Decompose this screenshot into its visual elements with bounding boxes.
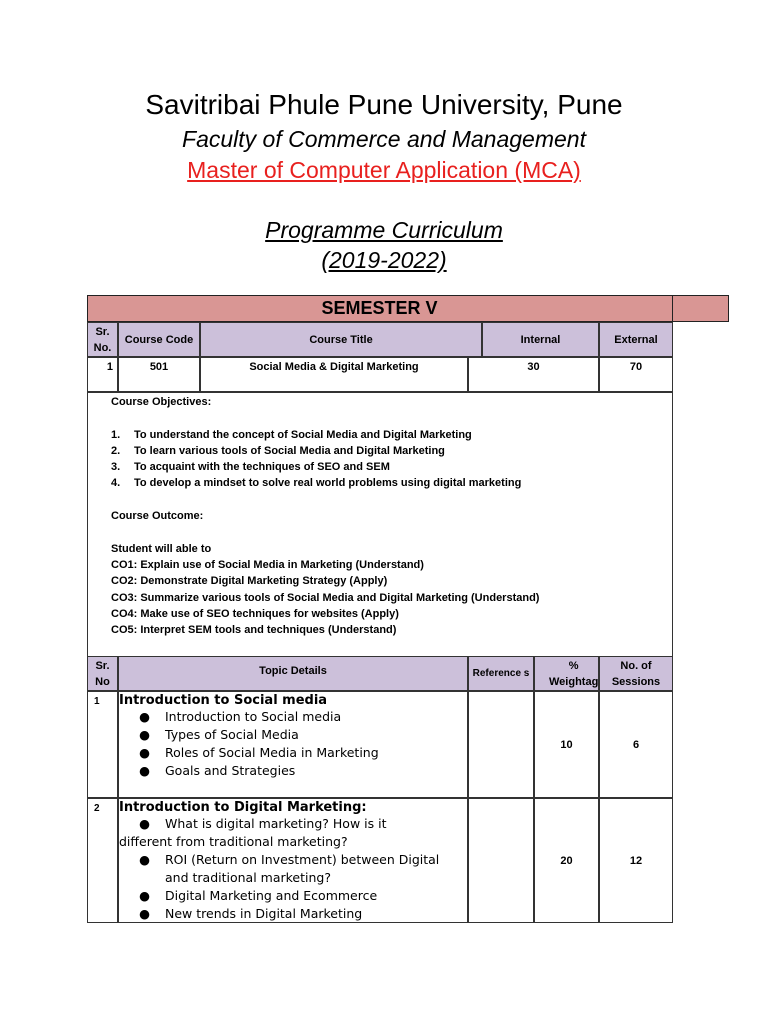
objectives-list: [111, 427, 672, 492]
course-title: Social Media & Digital Marketing: [200, 357, 468, 392]
list-item: 1. To understand the concept of Social Media and Digital Marketing: [111, 428, 472, 441]
topic-sessions: 12: [599, 798, 673, 923]
list-item: ● Roles of Social Media in Marketing: [139, 745, 379, 760]
topic-details-1: [118, 691, 468, 798]
header-course-title: Course Title: [200, 322, 482, 357]
program-title: Master of Computer Application (MCA): [187, 157, 581, 183]
university-title: Savitribai Phule Pune University, Pune: [145, 89, 623, 120]
outcome-item: CO2: Demonstrate Digital Marketing Strategy (Apply): [111, 575, 388, 588]
list-item: 4. To develop a mindset to solve real world problems using digital marketing: [111, 477, 522, 490]
topic-bullets: [119, 708, 467, 780]
course-sr-no: 1: [87, 357, 118, 392]
topic-weightage: 10: [534, 691, 599, 798]
topic-weightage: 20: [534, 798, 599, 923]
topic-details-2: [118, 798, 468, 923]
curriculum-years: (2019-2022): [321, 247, 447, 273]
header-references: Reference s: [468, 656, 534, 691]
outcome-item: CO1: Explain use of Social Media in Marketing (Understand): [111, 558, 424, 571]
topic-sr-no: 2: [87, 798, 118, 923]
topic-title: Introduction to Digital Marketing:: [119, 800, 367, 815]
semester-title: SEMESTER V: [87, 295, 673, 322]
faculty-title: Faculty of Commerce and Management: [182, 126, 586, 152]
header-course-code: Course Code: [118, 322, 200, 357]
outcome-intro: Student will able to: [111, 542, 212, 555]
topic-references: [468, 691, 534, 798]
header-external: External: [599, 322, 673, 357]
curriculum-title: Programme Curriculum: [265, 217, 503, 243]
topic-bullets: ● What is digital marketing? How is it different from traditional marketing? ● ROI (Return on Investment) between Digital and traditional marketing? ● Digital Marketing and Ecommerce ● New trends in Digital Marketing: [119, 816, 440, 921]
objectives-heading: Course Objectives:: [111, 396, 212, 408]
topic-title: Introduction to Social media: [119, 693, 328, 708]
list-item: 2. To learn various tools of Social Media and Digital Marketing: [111, 444, 445, 457]
outcome-item: CO5: Interpret SEM tools and techniques (Understand): [111, 624, 397, 637]
list-item: ● Introduction to Social media: [139, 709, 342, 724]
course-external: 70: [599, 357, 673, 392]
header-internal: Internal: [482, 322, 599, 357]
objectives-section: [87, 392, 673, 657]
header-topic-sr-no: Sr. No: [87, 656, 118, 691]
header-sessions: No. of Sessions: [599, 656, 673, 691]
outcome-item: CO3: Summarize various tools of Social Media and Digital Marketing (Understand): [111, 591, 540, 604]
topic-sessions: 6: [599, 691, 673, 798]
list-item: 3. To acquaint with the techniques of SEO and SEM: [111, 461, 390, 474]
header-sr-no: Sr. No.: [87, 322, 118, 357]
outcome-heading: Course Outcome:: [111, 510, 204, 523]
topic-references: [468, 798, 534, 923]
header-weightage: % Weightag: [534, 656, 599, 691]
topic-sr-no: 1: [87, 691, 118, 798]
header-topic-details: Topic Details: [118, 656, 468, 691]
list-item: ● Types of Social Media: [139, 727, 299, 742]
outcome-item: CO4: Make use of SEO techniques for websites (Apply): [111, 607, 399, 620]
course-internal: 30: [468, 357, 599, 392]
course-code: 501: [118, 357, 200, 392]
list-item: ● Goals and Strategies: [139, 763, 296, 778]
